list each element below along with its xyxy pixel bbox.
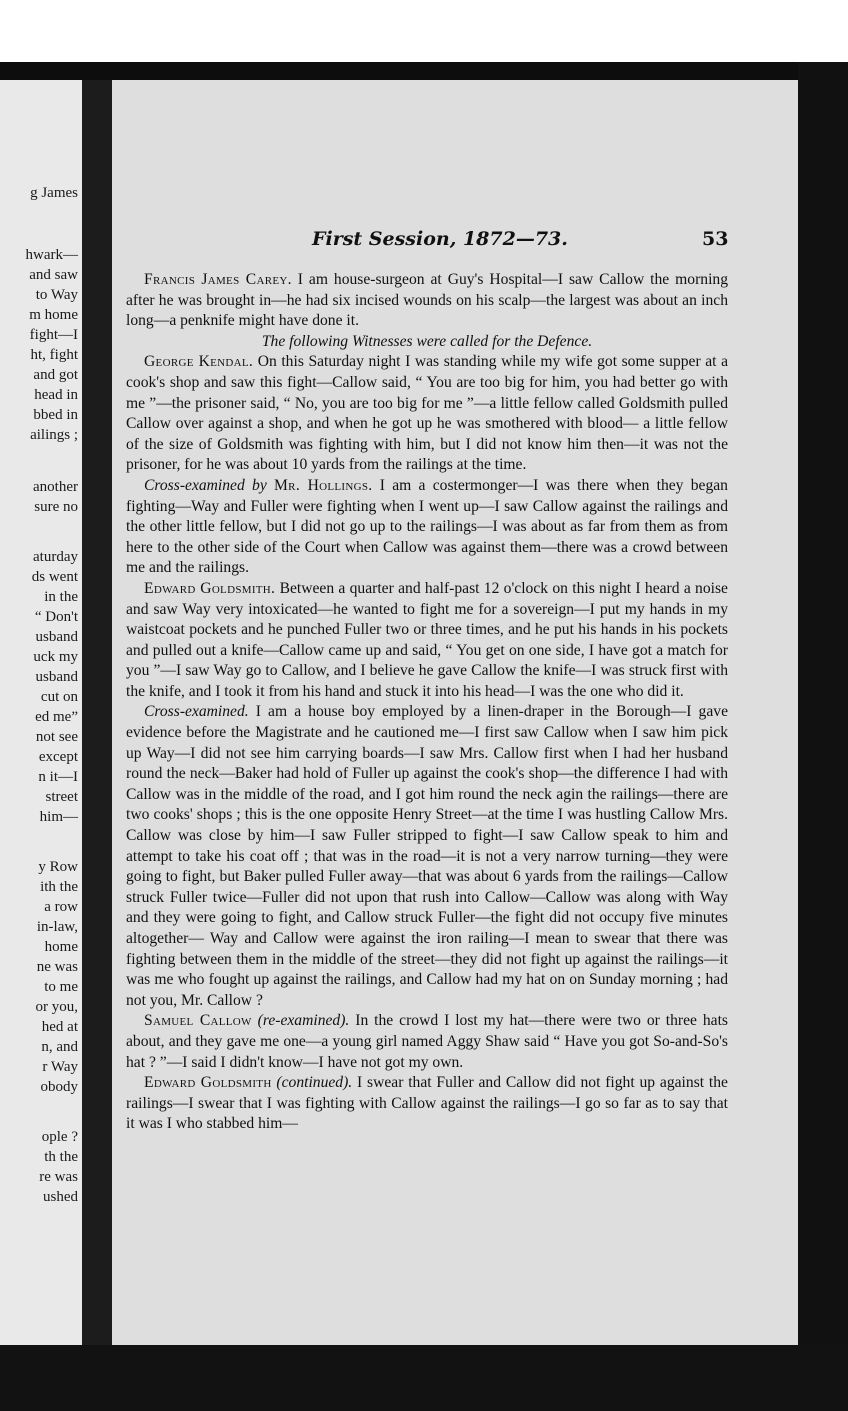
film-border-top [0,62,848,80]
film-border-bottom [0,1345,848,1411]
left-page-line: obody [40,1079,78,1095]
page-number: 53 [702,228,729,250]
witness-name: Samuel Callow [144,1012,252,1030]
left-page-line: head in [34,387,78,403]
left-page-line: usband [35,629,78,645]
left-page-line: uck my [33,649,78,665]
left-page-line: ne was [36,959,78,975]
left-page-fragment [0,80,82,1345]
book-gutter [82,80,112,1345]
paragraph-carey [126,270,728,332]
left-page-line: in-law, [36,919,78,935]
testimony: I swear that Fuller and Callow did not fight up against the railings—I swear that I was fighting with Callow against the railings—I go so far as to say that it was I who stabbed him— [126,1074,728,1133]
left-page-line: ith the [40,879,78,895]
paragraph-goldsmith-continued [126,1073,728,1135]
running-header [112,228,798,258]
left-page-line: re was [39,1169,78,1185]
paragraph-cross-goldsmith [126,702,728,1011]
left-page-line: or you, [35,999,78,1015]
testimony: I am a costermonger—I was there when they began fighting—Way and Fuller were fighting when I went up—I saw Callow against the railings and the other little fellow, but I did not go up to the railings—I was about as far from them as from here to the other side of the Court when Callow was against them—there was a crowd between me and the railings. [126,476,728,577]
left-page-line: n, and [41,1039,78,1055]
left-page-line: sure no [34,499,78,515]
left-page-line: r Way [42,1059,78,1075]
paragraph-goldsmith [126,579,728,703]
left-page-line: ushed [43,1189,78,1205]
left-page-line: ds went [31,569,78,585]
left-page-line: a row [44,899,78,915]
paragraph-cross-kendal [126,476,728,579]
left-page-line: y Row [38,859,78,875]
left-page-line: fight—I [29,327,78,343]
paragraph-kendal [126,352,728,476]
left-page-line: and saw [29,267,78,283]
testimony-text [126,270,728,1135]
cross-examined-label: Cross-examined. [144,703,249,721]
speaker-note: (continued). [276,1074,353,1092]
left-page-line: ht, fight [30,347,78,363]
paragraph-callow [126,1011,728,1073]
left-page-line: home [44,939,78,955]
testimony: Between a quarter and half-past 12 o'clock on this night I heard a noise and saw Way very intoxicated—he wanted to fight me for a sovereign—I put my hands in my waistcoat pockets and he punched Fuller two or three times, and he put his hands in his pockets and pulled out a knife—Callow came up and said, “ You get on one side, I have got a match for you ”—I saw Way go to Callow, and I believe he gave Callow the knife—I was struck first with the knife, and I took it from his hand and stuck it into his head—I was the one who did it. [126,579,728,700]
left-page-line: m home [29,307,78,323]
left-page-line: hwark— [25,247,78,263]
left-page-line: to Way [35,287,78,303]
left-page-line: “ Don't [34,609,78,625]
left-page-line: not see [35,729,78,745]
left-page-line: him— [39,809,78,825]
left-page-line: hed at [41,1019,78,1035]
left-page-line: in the [44,589,78,605]
testimony: I am a house boy employed by a linen-draper in the Borough—I gave evidence before the Magistrate and he cautioned me—I first saw Callow when I saw him pick up Way—I did not see him carrying boards—I saw Mrs. Callow first when I had her husband round the neck—Baker had hold of Fuller up against the cook's shop—the difference I had with Callow was in the middle of the road, and I got him round the neck agin the railings—there are two cooks' shops ; this is the one opposite Henry Street—at the time I was hustling Callow Mrs. Callow was close by him—I saw Fuller stripped to fight—I saw Callow speak to him and attempt to take his coat off ; that was in the road—it is not a very narrow turning—they were going to fight, but Baker pulled Fuller away—that was about 6 yards from the railings—Callow struck Fuller twice—Fuller did not upon that rush into Callow—Callow was along with Way and they were going to fight, and Callow struck Fuller—the fight did not occupy five minutes altogether— Way and Callow were against the iron railing—I mean to swear that there was fighting between them in the middle of the street—they did not fight up against the railings—it was me who fought up against the railings, and Callow had my hat on on Sunday morning ; had not you, Mr. Callow ? [126,703,728,1009]
left-page-line: ople ? [41,1129,78,1145]
left-page-line: ed me” [35,709,78,725]
left-page-line: g James [30,185,78,201]
film-border-right [798,62,848,1411]
left-page-line: except [38,749,78,765]
left-page-line: to me [44,979,78,995]
left-page-line: cut on [40,689,78,705]
testimony: I am house-surgeon at Guy's Hospital—I saw Callow the morning after he was brought in—he had six incised wounds on his scalp—the largest was about an inch long—a penknife might have done it. [126,271,729,330]
session-title: First Session, 1872—73. [312,228,568,250]
cross-examined-label: Cross-examined by [144,476,267,494]
left-page-line: aturday [33,549,78,565]
counsel-name: Mr. Hollings. [274,476,373,494]
left-page-line: th the [44,1149,78,1165]
testimony: On this Saturday night I was standing while my wife got some supper at a cook's shop and saw this fight—Callow said, “ You are too big for him, you had better go with me ”—the prisoner said, “ No, you are too big for me ”—a little fellow called Goldsmith pulled Callow over against a shop, and when he got up he was smothered with blood— a little fellow of the size of Goldsmith was fighting with him, but I did not know him then—it was not the prisoner, for he was about 10 yards from the railings at the time. [126,353,729,474]
left-page-line: ailings ; [30,427,78,443]
left-page-line: n it—I [38,769,78,785]
witness-name: Francis James Carey. [144,271,292,288]
testimony: In the crowd I lost my hat—there were two or three hats about, and they gave me one—a young girl named Aggy Shaw said “ Have you got So-and-So's hat ? ”—I said I didn't know—I have not got my own. [126,1012,728,1071]
section-heading: The following Witnesses were called for the Defence. [261,332,593,350]
book-page [112,80,798,1345]
left-page-line: street [45,789,78,805]
witness-name: Edward Goldsmith [144,1074,272,1092]
witness-name: George Kendal. [144,353,254,371]
speaker-note: (re-examined). [257,1012,350,1030]
witness-name: Edward Goldsmith. [144,579,276,597]
left-page-line: usband [35,669,78,685]
left-page-line: another [33,479,78,495]
left-page-line: and got [33,367,78,383]
left-page-line: bbed in [33,407,78,423]
